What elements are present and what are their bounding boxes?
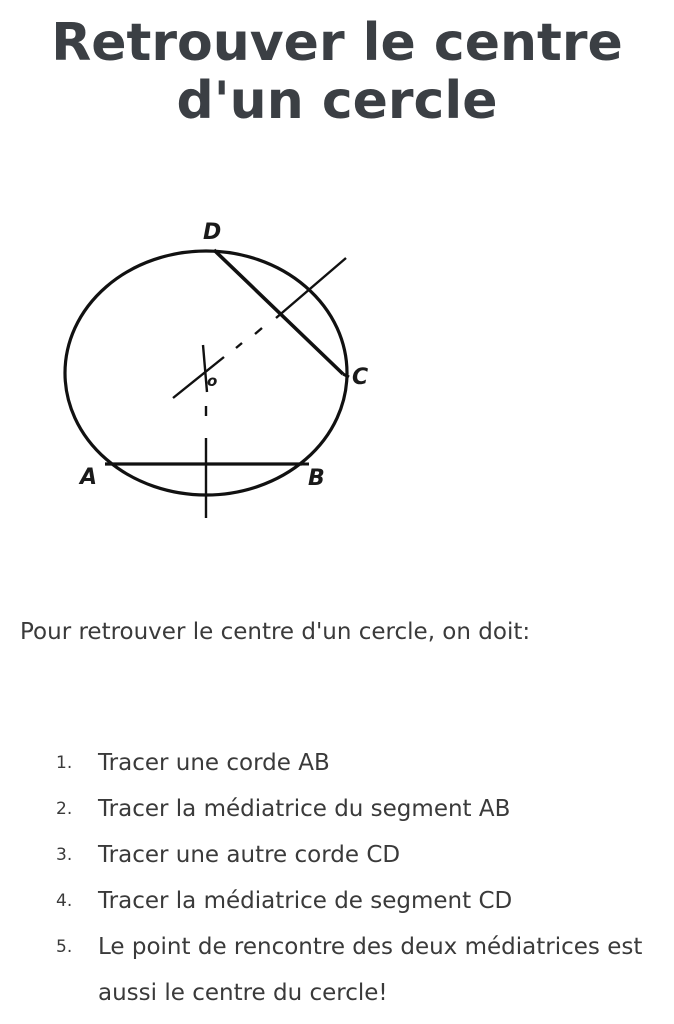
circle-construction-diagram <box>0 200 420 530</box>
list-item <box>0 878 674 924</box>
list-item <box>0 832 674 878</box>
step-number: 1. <box>56 753 73 773</box>
step-number: 2. <box>56 799 73 819</box>
bisector-cd-upper <box>276 258 346 318</box>
step-text: Tracer une corde AB <box>98 750 330 776</box>
point-label-o: o <box>207 372 218 390</box>
point-label-b: B <box>308 466 325 491</box>
step-text: Tracer une autre corde CD <box>98 842 401 868</box>
bisector-cd-dash-1 <box>255 328 262 334</box>
step-text: Le point de rencontre des deux médiatrices est aussi le centre du cercle! <box>98 934 643 1006</box>
circle-center-figure <box>0 200 420 530</box>
step-number: 4. <box>56 891 73 911</box>
point-label-c: C <box>352 365 369 390</box>
list-item <box>0 786 674 832</box>
step-number: 3. <box>56 845 73 865</box>
page-title: Retrouver le centre d'un cercle <box>51 13 623 131</box>
bisector-cd-dash-2 <box>236 343 242 348</box>
step-number: 5. <box>56 937 73 957</box>
point-label-d: D <box>203 220 222 245</box>
intro-text: Pour retrouver le centre d'un cercle, on doit: <box>20 619 531 645</box>
list-item <box>0 740 674 786</box>
list-item <box>0 924 674 1016</box>
steps-list <box>0 740 674 1016</box>
point-label-a: A <box>80 465 98 490</box>
step-text: Tracer la médiatrice du segment AB <box>98 796 511 822</box>
step-text: Tracer la médiatrice de segment CD <box>98 888 513 914</box>
